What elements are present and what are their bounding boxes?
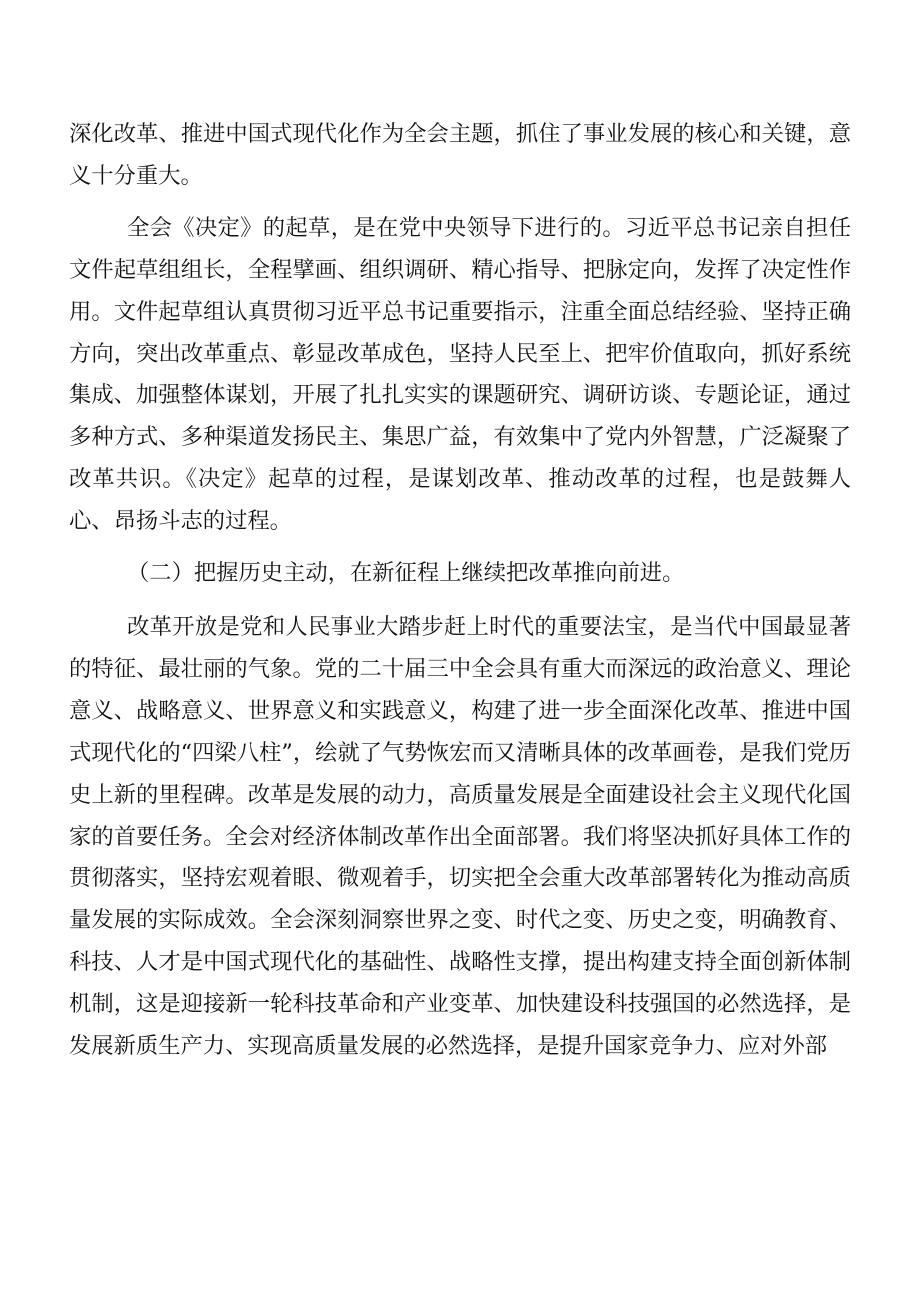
body-paragraph-drafting: 全会《决定》的起草，是在党中央领导下进行的。习近平总书记亲自担任文件起草组组长，全程擘画、组织调研、精心指导、把脉定向，发挥了决定性作用。文件起草组认真贯彻习近平总书记重要指示，注重全面总结经验、坚持正确方向，突出改革重点、彰显改革成色，坚持人民至上、把牢价值取向，抓好系统集成、加强整体谋划，开展了扎扎实实的课题研究、调研访谈、专题论证，通过多种方式、多种渠道发扬民主、集思广益，有效集中了党内外智慧，广泛凝聚了改革共识。《决定》起草的过程，是谋划改革、推动改革的过程，也是鼓舞人心、昂扬斗志的过程。 [69,214,851,535]
continuation-paragraph: 深化改革、推进中国式现代化作为全会主题，抓住了事业发展的核心和关键，意义十分重大。 [69,121,851,189]
document-body [69,114,851,1078]
body-paragraph-reform: 改革开放是党和人民事业大踏步赶上时代的重要法宝，是当代中国最显著的特征、最壮丽的气象。党的二十届三中全会具有重大而深远的政治意义、理论意义、战略意义、世界意义和实践意义，构建了进一步全面深化改革、推进中国式现代化的“四梁八柱”，绘就了气势恢宏而又清晰具体的改革画卷，是我们党历史上新的里程碑。改革是发展的动力，高质量发展是全面建设社会主义现代化国家的首要任务。全会对经济体制改革作出全面部署。我们将坚决抓好具体工作的贯彻落实，坚持宏观着眼、微观着手，切实把全会重大改革部署转化为推动高质量发展的实际成效。全会深刻洞察世界之变、时代之变、历史之变，明确教育、科技、人才是中国式现代化的基础性、战略性支撑，提出构建支持全面创新体制机制，这是迎接新一轮科技革命和产业变革、加快建设科技强国的必然选择，是发展新质生产力、实现高质量发展的必然选择，是提升国家竞争力、应对外部 [69,613,851,1060]
section-heading: （二）把握历史主动，在新征程上继续把改革推向前进。 [126,560,685,587]
